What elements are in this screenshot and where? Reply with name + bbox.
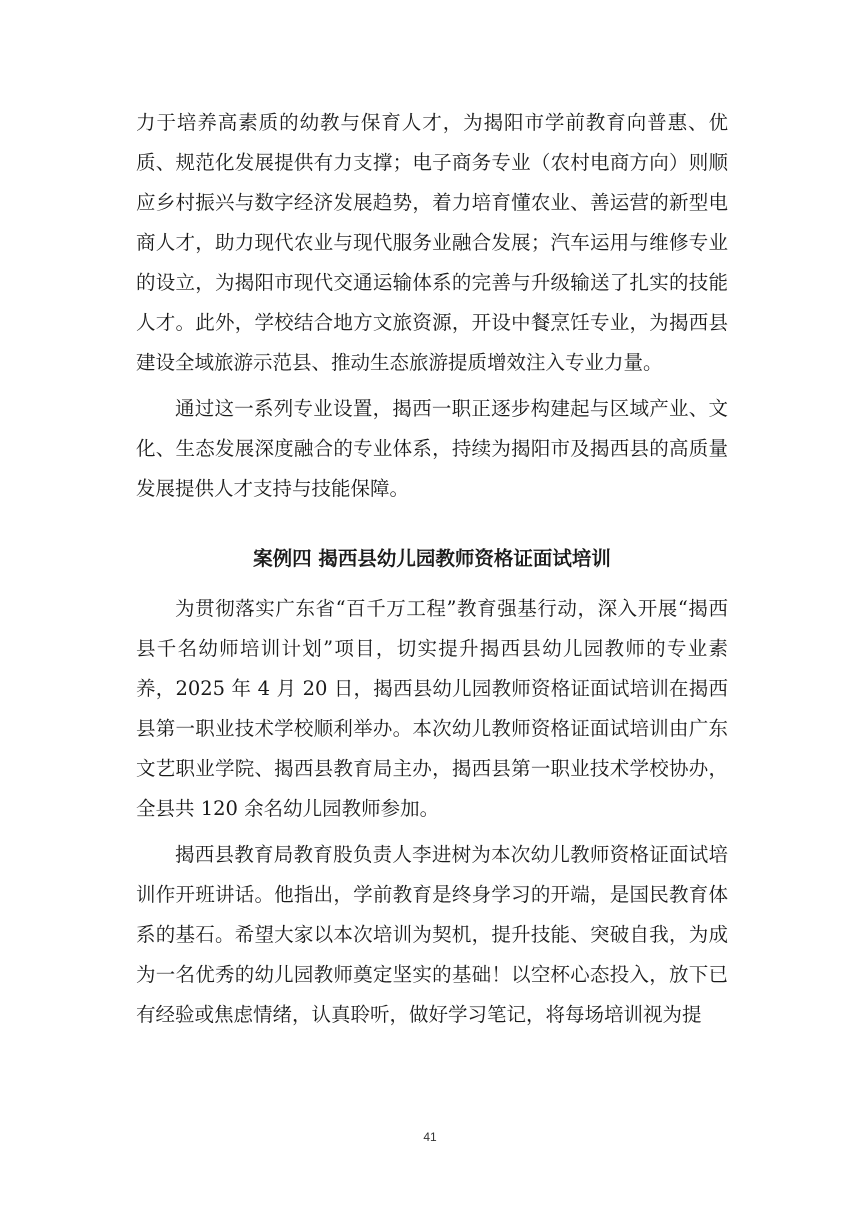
- section-heading: 案例四 揭西县幼儿园教师资格证面试培训: [253, 547, 611, 570]
- paragraph-continued: 力于培养高素质的幼教与保育人才，为揭阳市学前教育向普惠、优质、规范化发展提供有力支撑；电子商务专业（农村电商方向）则顺应乡村振兴与数字经济发展趋势，着力培育懂农业、善运营的新型电商人才，助力现代农业与现代服务业融合发展；汽车运用与维修专业的设立，为揭阳市现代交通运输体系的完善与升级输送了扎实的技能人才。此外，学校结合地方文旅资源，开设中餐烹饪专业，为揭西县建设全域旅游示范县、推动生态旅游提质增效注入专业力量。: [136, 111, 728, 374]
- heading-spacer: [136, 579, 728, 589]
- paragraph-training-intro: 为贯彻落实广东省“百千万工程”教育强基行动，深入开展“揭西县千名幼师培训计划”项目，切实提升揭西县幼儿园教师的专业素养，2025 年 4 月 20 日，揭西县幼儿园教师资格证面试培训在揭西县第一职业技术学校顺利举办。本次幼儿教师资格证面试培训由广东文艺职业学院、揭西县教育局主办，揭西县第一职业技术学校协办，全县共 120 余名幼儿园教师参加。: [136, 597, 728, 820]
- paragraph-summary: 通过这一系列专业设置，揭西一职正逐步构建起与区域产业、文化、生态发展深度融合的专业体系，持续为揭阳市及揭西县的高质量发展提供人才支持与技能保障。: [136, 397, 728, 500]
- paragraph-opening-speech: 揭西县教育局教育股负责人李进树为本次幼儿教师资格证面试培训作开班讲话。他指出，学前教育是终身学习的开端，是国民教育体系的基石。希望大家以本次培训为契机，提升技能、突破自我，为成为一名优秀的幼儿园教师奠定坚实的基础！以空杯心态投入，放下已有经验或焦虑情绪，认真聆听，做好学习笔记，将每场培训视为提: [136, 843, 728, 1026]
- heading-spacer: [136, 509, 728, 539]
- document-body: [136, 103, 728, 1035]
- page-number: 41: [423, 1130, 437, 1144]
